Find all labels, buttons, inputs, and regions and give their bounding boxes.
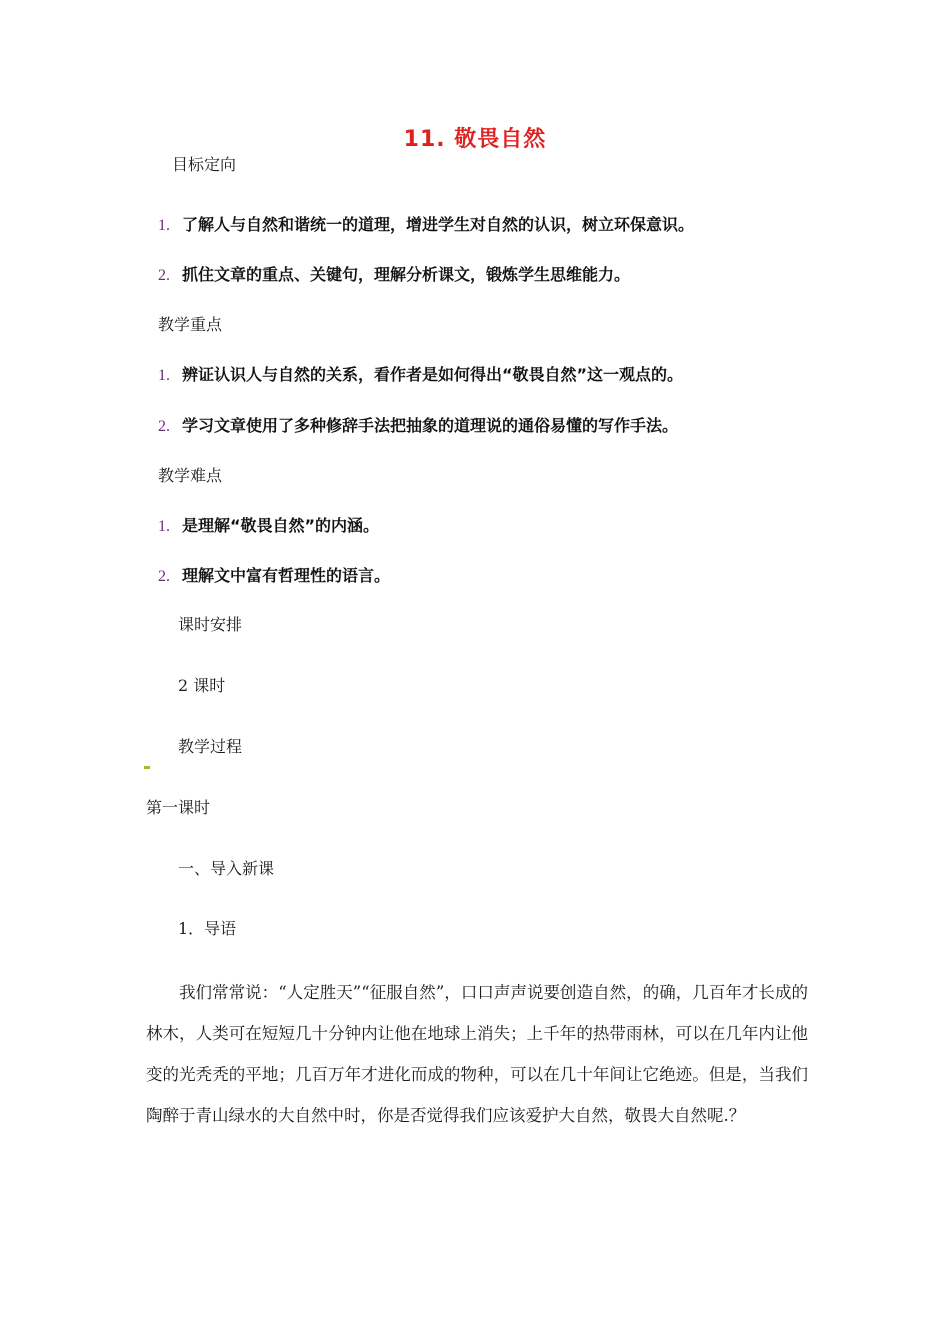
sub-heading: 1．导语 <box>178 919 237 938</box>
key-item-1-text: 辨证认识人与自然的关系，看作者是如何得出“敬畏自然”这一观点的。 <box>182 365 684 384</box>
difficult-item-2-text: 理解文中富有哲理性的语言。 <box>182 566 391 585</box>
key-item-2 <box>158 413 678 436</box>
goal-heading: 目标定向 <box>172 155 237 174</box>
key-points-heading: 教学重点 <box>158 315 223 334</box>
goal-item-1 <box>158 212 694 235</box>
key-item-2-number: 2. <box>158 418 170 435</box>
goal-item-1-number: 1. <box>158 217 170 234</box>
part-heading: 一、导入新课 <box>178 859 275 878</box>
lesson-title: 第一课时 <box>146 798 211 817</box>
key-item-2-text: 学习文章使用了多种修辞手法把抽象的道理说的通俗易懂的写作手法。 <box>182 416 679 435</box>
document-title: 11. 敬畏自然 <box>403 127 547 152</box>
green-marker <box>144 766 150 769</box>
goal-item-2-text: 抓住文章的重点、关键句，理解分析课文，锻炼学生思维能力。 <box>182 265 631 284</box>
difficult-points-heading: 教学难点 <box>158 466 223 485</box>
key-item-1-number: 1. <box>158 367 170 384</box>
process-heading: 教学过程 <box>178 737 243 756</box>
goal-item-1-text: 了解人与自然和谐统一的道理，增进学生对自然的认识，树立环保意识。 <box>182 215 695 234</box>
schedule-heading: 课时安排 <box>178 615 243 634</box>
difficult-item-2 <box>158 563 390 586</box>
intro-paragraph: 我们常常说：“人定胜天”“征服自然”，口口声声说要创造自然，的确，几百年才长成的林木，人类可在短短几十分钟内让他在地球上消失；上千年的热带雨林，可以在几年内让他变的光秃秃的平地；几百万年才进化而成的物种，可以在几十年间让它绝迹。但是，当我们陶醉于青山绿水的大自然中时，你是否觉得我们应该爱护大自然，敬畏大自然呢.？ <box>146 983 808 1125</box>
difficult-item-2-number: 2. <box>158 568 170 585</box>
schedule-value: 2 课时 <box>178 676 226 695</box>
goal-item-2-number: 2. <box>158 267 170 284</box>
goal-item-2 <box>158 262 630 285</box>
difficult-item-1 <box>158 513 379 536</box>
difficult-item-1-text: 是理解“敬畏自然”的内涵。 <box>182 516 380 535</box>
key-item-1 <box>158 362 683 385</box>
difficult-item-1-number: 1. <box>158 518 170 535</box>
